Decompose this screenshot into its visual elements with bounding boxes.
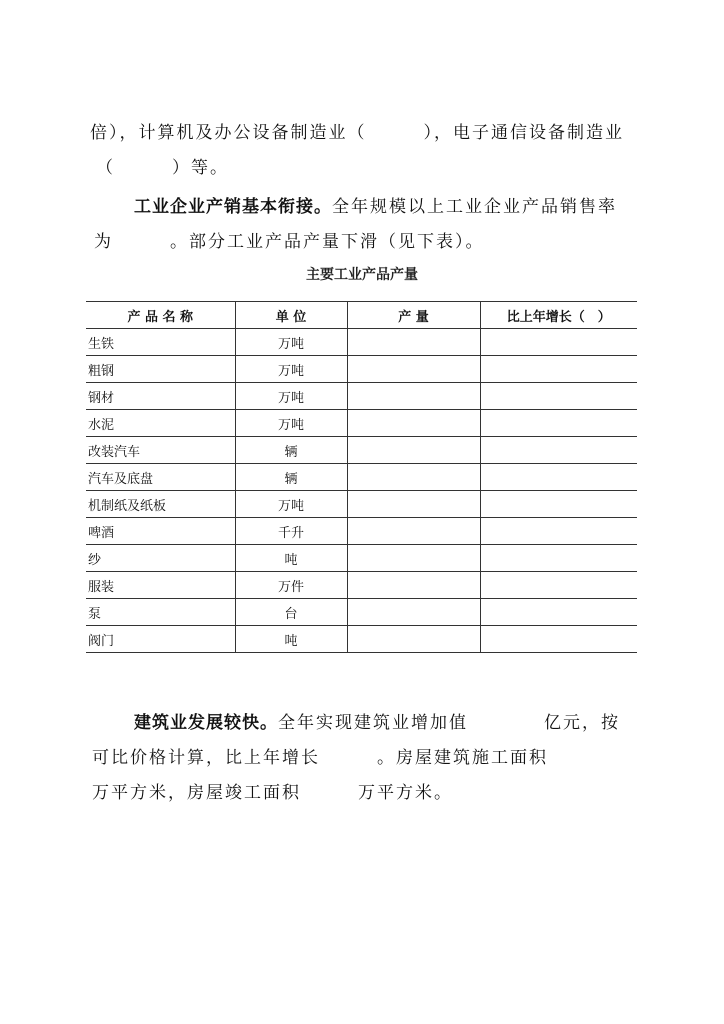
table-row [86,491,637,518]
cell-product-name: 汽车及底盘 [86,464,235,491]
cell-product-name: 钢材 [86,383,235,410]
cell-growth [480,464,637,491]
cell-output [347,464,480,491]
paragraph-2-text: 全年规模以上工业企业产品销售率 [332,197,617,217]
table-row [86,383,637,410]
paragraph-1-line-2: （ ）等。 [96,158,229,178]
cell-output [347,383,480,410]
cell-output [347,356,480,383]
cell-unit: 辆 [235,464,347,491]
cell-output [347,329,480,356]
cell-growth [480,356,637,383]
paragraph-3-line-3: 万平方米，房屋竣工面积 万平方米。 [92,783,453,803]
cell-output [347,518,480,545]
cell-output [347,437,480,464]
cell-growth [480,410,637,437]
table-row [86,572,637,599]
cell-product-name: 改装汽车 [86,437,235,464]
paragraph-3-text: 全年实现建筑业增加值 亿元，按 [278,713,620,733]
cell-unit: 万吨 [235,383,347,410]
header-output: 产 量 [347,302,480,329]
cell-unit: 千升 [235,518,347,545]
cell-unit: 吨 [235,545,347,572]
cell-output [347,626,480,653]
header-growth: 比上年增长（ ） [480,302,637,329]
cell-growth [480,491,637,518]
cell-product-name: 机制纸及纸板 [86,491,235,518]
table-header-row [86,302,637,329]
cell-product-name: 啤酒 [86,518,235,545]
cell-product-name: 粗钢 [86,356,235,383]
cell-growth [480,572,637,599]
cell-product-name: 泵 [86,599,235,626]
section-heading-construction: 建筑业发展较快。 [134,713,278,733]
table-row [86,464,637,491]
paragraph-1-line-1: 倍），计算机及办公设备制造业（ ），电子通信设备制造业 [90,123,624,143]
cell-product-name: 水泥 [86,410,235,437]
cell-unit: 万吨 [235,356,347,383]
cell-output [347,491,480,518]
section-heading-industry: 工业企业产销基本衔接。 [134,197,332,217]
table-row [86,518,637,545]
table-row [86,329,637,356]
paragraph-2-line-2: 为 。部分工业产品产量下滑（见下表）。 [94,232,485,252]
cell-output [347,572,480,599]
table-row [86,599,637,626]
cell-growth [480,437,637,464]
cell-product-name: 生铁 [86,329,235,356]
table-body [86,329,637,653]
cell-unit: 辆 [235,437,347,464]
cell-growth [480,599,637,626]
header-product-name: 产 品 名 称 [86,302,235,329]
paragraph-3-line-2: 可比价格计算，比上年增长 。房屋建筑施工面积 [92,748,548,768]
table-row [86,545,637,572]
cell-unit: 万吨 [235,329,347,356]
header-unit: 单 位 [235,302,347,329]
cell-unit: 万件 [235,572,347,599]
paragraph-2-line-1 [134,192,617,217]
cell-growth [480,518,637,545]
cell-unit: 万吨 [235,410,347,437]
cell-product-name: 服装 [86,572,235,599]
paragraph-3-line-1 [134,708,620,733]
cell-product-name: 阀门 [86,626,235,653]
product-output-table [86,301,637,653]
table-row [86,437,637,464]
cell-growth [480,329,637,356]
cell-growth [480,545,637,572]
cell-unit: 台 [235,599,347,626]
cell-growth [480,626,637,653]
table-row [86,356,637,383]
cell-output [347,410,480,437]
table-row [86,626,637,653]
cell-output [347,545,480,572]
cell-product-name: 纱 [86,545,235,572]
cell-unit: 万吨 [235,491,347,518]
cell-growth [480,383,637,410]
table-row [86,410,637,437]
table-title: 主要工业产品产量 [306,267,418,283]
cell-output [347,599,480,626]
cell-unit: 吨 [235,626,347,653]
